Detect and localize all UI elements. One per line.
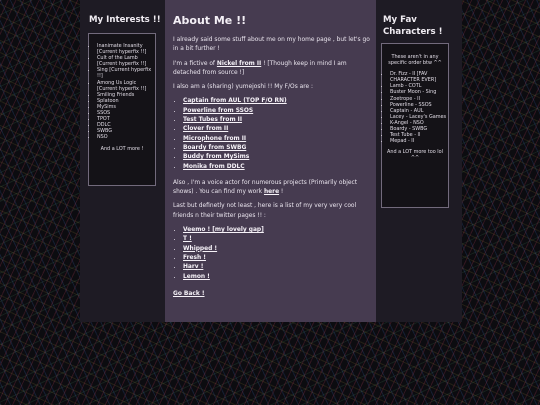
list-item [183, 97, 371, 106]
list-item [183, 226, 371, 235]
list-item: • SSOS [97, 110, 155, 116]
list-item [183, 163, 371, 172]
fav-characters-list [382, 71, 448, 144]
fav-characters-column [376, 0, 462, 322]
interests-note: And a LOT more ! [100, 145, 144, 152]
fo-link[interactable]: Captain from AUL (TOP F/O RN) [183, 98, 287, 105]
go-back-link[interactable]: Go Back ! [173, 290, 205, 297]
intro-paragraph: I already said some stuff about me on my home page , but let's go in a bit further ! [173, 37, 370, 53]
list-item [183, 153, 371, 162]
fav-characters-title: My Fav Characters ! [383, 15, 443, 37]
list-item: • SWBG [97, 128, 155, 134]
fav-characters-note: And a LOT more too lol ^^ [387, 149, 443, 162]
work-link[interactable]: here [263, 189, 280, 196]
fo-link[interactable]: Test Tubes from II [183, 117, 243, 124]
list-item [183, 254, 371, 263]
list-item: • DDLC [97, 122, 155, 128]
fo-link[interactable]: Clover from II [183, 126, 229, 133]
list-item [183, 263, 371, 272]
fictive-text-pre: I'm a fictive of [173, 60, 217, 67]
list-item: • Captain - AUL [390, 108, 448, 114]
interests-list [89, 34, 155, 141]
friend-link[interactable]: Harv ! [183, 264, 204, 271]
list-item: • Dr. Fizz - II [FAV CHARACTER EVER] [390, 71, 448, 83]
interests-column [80, 0, 165, 322]
friends-list [173, 226, 371, 282]
list-item [183, 245, 371, 254]
list-item [183, 116, 371, 125]
list-item: • Mepad - II [390, 138, 448, 144]
fav-characters-intro: These aren't in any specific order btw ^^ [388, 54, 442, 67]
list-item: • TPOT [97, 116, 155, 122]
list-item: • MySims [97, 104, 155, 110]
list-item: • Cult of the Lamb [Current hyperfix !!] [97, 55, 155, 67]
list-item: • Splatoon [97, 98, 155, 104]
list-item [183, 235, 371, 244]
voice-text-post: ! [279, 189, 284, 196]
list-item: • Lamb - COTL [390, 83, 448, 89]
fictive-paragraph [173, 60, 371, 79]
fo-link[interactable]: Monika from DDLC [183, 163, 245, 170]
fo-link[interactable]: Buddy from MySims [183, 154, 250, 161]
friend-link[interactable]: Whipped ! [183, 245, 218, 252]
list-item: • NSO [97, 134, 155, 140]
list-item: • K-Angel - NSO [390, 120, 448, 126]
list-item: • Zoetrope - II [390, 96, 448, 102]
list-item [183, 135, 371, 144]
list-item [183, 144, 371, 153]
list-item: • Boardy - SWBG [390, 126, 448, 132]
list-item [183, 125, 371, 134]
friend-link[interactable]: Lemon ! [183, 273, 210, 280]
list-item: • Sing [Current hyperfix !!] [97, 67, 155, 79]
list-item: • Lacey - Lacey's Games [390, 114, 448, 120]
list-item: • Inanimate Insanity [Current hyperfix !!] [97, 43, 155, 55]
list-item: • Smiling Friends [97, 92, 155, 98]
list-item [183, 273, 371, 282]
friend-link[interactable]: T ! [183, 236, 192, 243]
interests-title: My Interests !! [89, 15, 161, 25]
friend-link[interactable]: Veemo ! [my lovely gap] [183, 227, 264, 234]
fo-link[interactable]: Powerline from SSOS [183, 107, 254, 114]
page-title: About Me !! [173, 14, 247, 27]
interests-box [88, 33, 156, 186]
about-body [173, 36, 371, 299]
voice-text-pre: Also , I'm a voice actor for numerous projects (Primarily object shows) . You can find my work [173, 179, 358, 196]
voice-actor-paragraph [173, 179, 371, 198]
list-item: • Test Tube - II [390, 132, 448, 138]
fav-characters-box [381, 43, 449, 208]
fictive-text-post: ! [Though keep in mind I am detached from source !] [173, 60, 347, 76]
page-wrapper [80, 0, 462, 322]
about-column [165, 0, 376, 322]
friends-intro-paragraph: Last but definetly not least , here is a list of my very very cool friends n their twitter pages !! : [173, 203, 357, 219]
fo-link[interactable]: Microphone from II [183, 135, 247, 142]
friend-link[interactable]: Fresh ! [183, 254, 206, 261]
fo-list [173, 97, 371, 171]
list-item: • Buster Moon - Sing [390, 89, 448, 95]
list-item: • Among Us Logic [Current hyperfix !!] [97, 80, 155, 92]
nickel-link[interactable]: Nickel from II [216, 60, 262, 67]
list-item: • Powerline - SSOS [390, 102, 448, 108]
list-item [183, 107, 371, 116]
fo-intro-paragraph: I also am a (sharing) yumejoshi !! My F/Os are : [173, 84, 314, 91]
fo-link[interactable]: Boardy from SWBG [183, 144, 247, 151]
